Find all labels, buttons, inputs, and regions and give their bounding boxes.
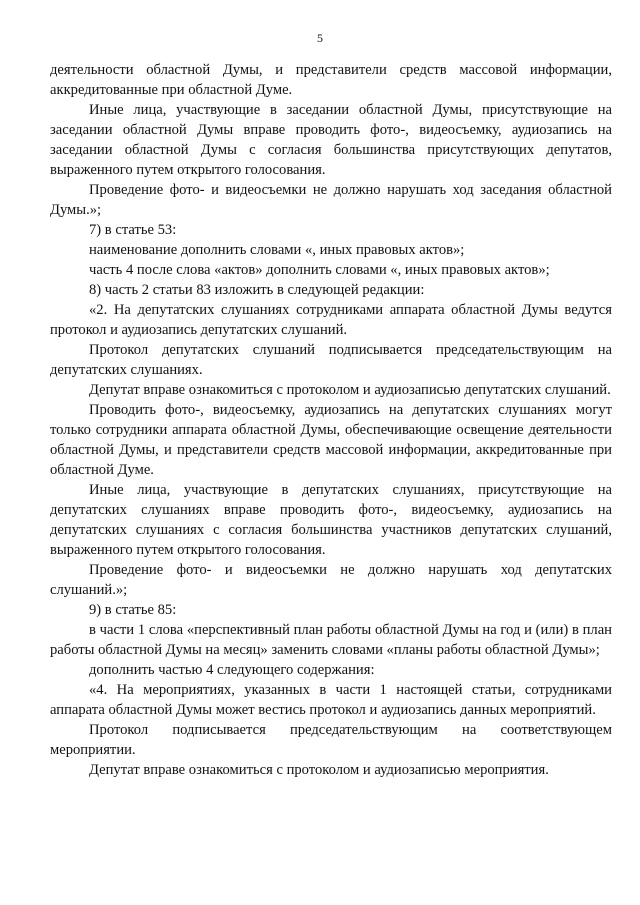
paragraph: «2. На депутатских слушаниях сотрудниками аппарата областной Думы ведутся протокол и аудиозапись депутатских слушаний. bbox=[50, 302, 612, 338]
paragraph: Протокол подписывается председательствующим на соответствующем мероприятии. bbox=[50, 722, 612, 758]
paragraph: 8) часть 2 статьи 83 изложить в следующей редакции: bbox=[89, 282, 425, 298]
paragraph: в части 1 слова «перспективный план работы областной Думы на год и (или) в план работы областной Думы на месяц» заменить словами «планы работы областной Думы»; bbox=[50, 622, 612, 658]
paragraph: Депутат вправе ознакомиться с протоколом и аудиозаписью мероприятия. bbox=[89, 762, 549, 778]
page-number: 5 bbox=[317, 31, 323, 45]
paragraph: часть 4 после слова «актов» дополнить словами «, иных правовых актов»; bbox=[89, 262, 550, 278]
paragraph: Иные лица, участвующие в депутатских слушаниях, присутствующие на депутатских слушаниях вправе проводить фото-, видеосъемку, аудиозапись на депутатских слушаниях с согласия большинства участников депутатских слушаний, выраженного путем открытого голосования. bbox=[50, 482, 612, 558]
paragraph: Депутат вправе ознакомиться с протоколом и аудиозаписью депутатских слушаний. bbox=[89, 382, 611, 398]
paragraph: Проведение фото- и видеосъемки не должно нарушать ход депутатских слушаний.»; bbox=[50, 562, 612, 598]
paragraph: 7) в статье 53: bbox=[89, 222, 177, 238]
paragraph: деятельности областной Думы, и представители средств массовой информации, аккредитованные при областной Думе. bbox=[50, 62, 612, 98]
paragraph: Иные лица, участвующие в заседании областной Думы, присутствующие на заседании областной Думы вправе проводить фото-, видеосъемку, аудиозапись на заседании областной Думы с согласия большинства присутствующих депутатов, выраженного путем открытого голосования. bbox=[50, 102, 612, 178]
paragraph: 9) в статье 85: bbox=[89, 602, 177, 618]
paragraph: Протокол депутатских слушаний подписывается председательствующим на депутатских слушаниях. bbox=[50, 342, 612, 378]
paragraph: Проводить фото-, видеосъемку, аудиозапись на депутатских слушаниях могут только сотрудники аппарата областной Думы, обеспечивающие освещение деятельности областной Думы, и представители средств массовой информации, аккредитованные при областной Думе. bbox=[50, 402, 612, 478]
paragraph: наименование дополнить словами «, иных правовых актов»; bbox=[89, 242, 465, 258]
paragraph: Проведение фото- и видеосъемки не должно нарушать ход заседания областной Думы.»; bbox=[50, 182, 612, 218]
document-body bbox=[50, 60, 612, 780]
paragraph: дополнить частью 4 следующего содержания: bbox=[89, 662, 375, 678]
paragraph: «4. На мероприятиях, указанных в части 1 настоящей статьи, сотрудниками аппарата областной Думы может вестись протокол и аудиозапись данных мероприятий. bbox=[50, 682, 612, 718]
